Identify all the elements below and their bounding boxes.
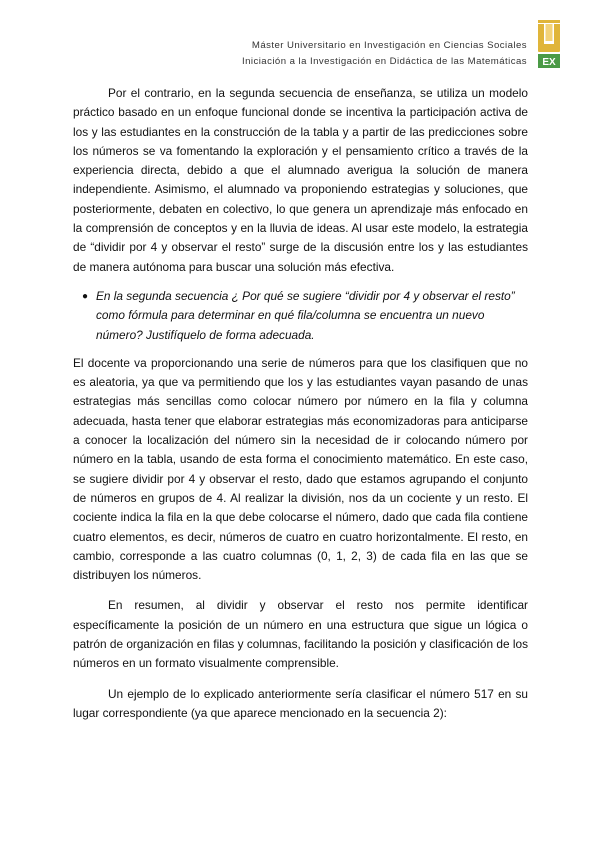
university-logo-icon [535,18,563,70]
question-text: En la segunda secuencia ¿ Por qué se sugiere “dividir por 4 y observar el resto” como fórmula para determinar en qué fila/columna se encuentra un nuevo número? Justifíquelo de forma adecuada. [96,288,515,342]
paragraph-example-intro: Un ejemplo de lo explicado anteriormente sería clasificar el número 517 en su lugar correspondiente (ya que aparece mencionado en la secuencia 2): [73,686,528,720]
header-course-title: Iniciación a la Investigación en Didáctica de las Matemáticas [241,56,527,67]
question-bullet [73,287,528,345]
header-program-title: Máster Universitario en Investigación en Ciencias Sociales [251,40,527,51]
bullet-dot: ● [82,290,89,302]
page-header [242,38,527,70]
document-body [73,84,528,723]
paragraph-explanation: El docente va proporcionando una serie de números para que los clasifiquen que no es aleatoria, ya que va permitiendo que los y las estudiantes vayan pasando de unas estrategias más sencillas como colocar número por número en la fila y columna adecuada, hasta tener que elaborar estrategias más economizadoras para anticiparse a conocer la localización del número sin la necesidad de ir colocando número por número en la tabla, usando de esta forma el conocimiento matemático. En este caso, se sugiere dividir por 4 y observar el resto, dado que estamos agrupando el conjunto de números en grupos de 4. Al realizar la división, nos da un cociente y un resto. El cociente indica la fila en la que debe colocarse el número, dado que cada fila contiene cuatro elementos, es decir, números de cuatro en cuatro horizontalmente. El resto, en cambio, corresponde a las cuatro columnas (0, 1, 2, 3) de cada fila en las que se distribuyen los números. [73,355,528,583]
paragraph-summary: En resumen, al dividir y observar el resto nos permite identificar específicamente la posición de un número en una estructura que sigue un lógica o patrón de organización en filas y columnas, facilitando la posición y clasificación de los números en un formato visualmente comprensible. [73,598,528,671]
paragraph-second-sequence: Por el contrario, en la segunda secuencia de enseñanza, se utiliza un modelo práctico basado en un enfoque funcional donde se incentiva la participación activa de los y las estudiantes en la construcción de la tabla y a partir de las predicciones sobre los números se va fomentando la exploración y el pensamiento crítico a través de la experiencia directa, debido a que el alumnado averigua la solución de manera independiente. Asimismo, el alumnado va proponiendo estrategias y soluciones, que posteriormente, debaten en colectivo, lo que genera un aprendizaje más enfocado en la comprensión de conceptos y en la lluvia de ideas. Al usar este modelo, la estrategia de “dividir por 4 y observar el resto” surge de la discusión entre los y las estudiantes de manera autónoma para buscar una solución más efectiva. [73,86,528,274]
logo-text: EX [542,57,556,68]
